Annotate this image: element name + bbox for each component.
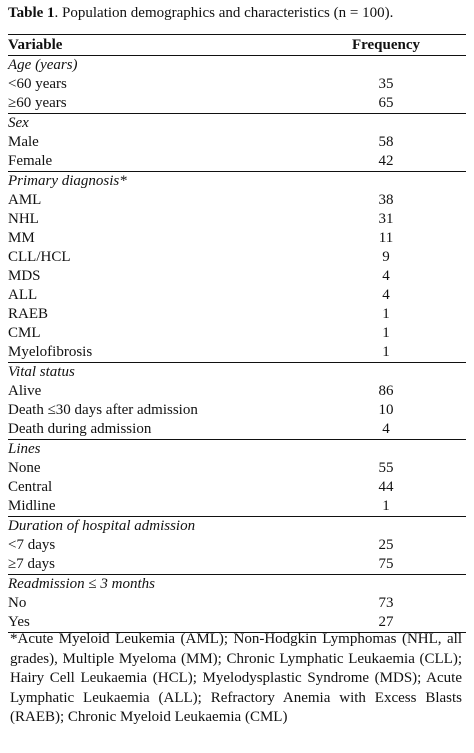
row-label: Male: [8, 134, 39, 150]
section-title: Primary diagnosis*: [8, 172, 306, 192]
table-row: [8, 478, 466, 497]
table-row: [8, 75, 466, 94]
table-row: [8, 152, 466, 172]
table-row: [8, 210, 466, 229]
row-value: 35: [378, 76, 394, 92]
row-label: Death during admission: [8, 421, 152, 437]
table-row: [8, 594, 466, 613]
row-value: 73: [378, 595, 394, 611]
section-row: [8, 363, 466, 383]
row-value: 25: [378, 537, 394, 553]
row-label: Yes: [8, 613, 306, 633]
table-row: [8, 459, 466, 478]
row-label: AML: [8, 192, 42, 208]
row-label: CML: [8, 325, 41, 341]
row-label: CLL/HCL: [8, 249, 71, 265]
table-row: [8, 305, 466, 324]
section-row: [8, 440, 466, 460]
section-row: [8, 575, 466, 595]
row-value: 31: [378, 211, 394, 227]
section-empty-cell: [306, 363, 466, 383]
row-value: 38: [378, 192, 394, 208]
row-value: 42: [378, 153, 394, 169]
section-empty-cell: [306, 56, 466, 76]
table-row: [8, 267, 466, 286]
section-title: Readmission ≤ 3 months: [8, 575, 306, 595]
table-row: [8, 382, 466, 401]
row-label: Myelofibrosis: [8, 344, 93, 360]
table-row: [8, 94, 466, 114]
row-value: 1: [382, 325, 390, 341]
section-title: Duration of hospital admission: [8, 517, 306, 537]
row-label: MM: [8, 230, 35, 246]
row-value: 44: [378, 479, 394, 495]
row-value: 86: [378, 383, 394, 399]
table-row: [8, 248, 466, 267]
row-label: ≥60 years: [8, 95, 67, 111]
section-row: [8, 56, 466, 76]
table-row: [8, 555, 466, 575]
section-empty-cell: [306, 440, 466, 460]
table-caption-label: Table 1: [8, 5, 55, 21]
table-row: [8, 343, 466, 363]
row-label: Central: [8, 479, 53, 495]
row-label: <60 years: [8, 76, 67, 92]
row-value: 4: [382, 421, 390, 437]
row-label: Alive: [8, 383, 42, 399]
row-value: 27: [306, 613, 466, 633]
section-title: Age (years): [8, 57, 78, 73]
row-label: ALL: [8, 287, 38, 303]
table-body: [8, 56, 466, 633]
row-label: MDS: [8, 268, 41, 284]
row-value: 1: [382, 498, 390, 514]
demographics-table: [8, 34, 466, 633]
row-label: Female: [8, 153, 53, 169]
section-row: [8, 517, 466, 537]
row-label: <7 days: [8, 537, 56, 553]
row-value: 11: [378, 230, 394, 246]
row-value: 75: [378, 556, 394, 572]
section-empty-cell: [306, 114, 466, 134]
section-title: Vital status: [8, 363, 306, 383]
row-value: 1: [382, 306, 390, 322]
table-footnote: *Acute Myeloid Leukemia (AML); Non-Hodgkin Lymphomas (NHL, all grades), Multiple Myeloma (MM); Chronic Lymphatic Leukaemia (CLL); Hairy Cell Leukaemia (HCL); Myelodysplastic Syndrome (MDS); Acute Lymphatic Leukaemia (ALL); Refractory Anemia with Excess Blasts (RAEB); Chronic Myeloid Leukaemia (CML): [10, 631, 462, 726]
table-row: [8, 133, 466, 152]
header-variable: Variable: [8, 35, 306, 56]
row-value: 9: [382, 249, 390, 265]
header-frequency: Frequency: [306, 35, 466, 56]
row-value: 10: [378, 402, 394, 418]
section-title: Lines: [8, 440, 306, 460]
table-row: [8, 191, 466, 210]
section-row: [8, 114, 466, 134]
section-empty-cell: [306, 575, 466, 595]
section-row: [8, 172, 466, 192]
table-caption: [8, 4, 468, 23]
table-row: [8, 229, 466, 248]
row-value: 4: [382, 268, 390, 284]
row-label: RAEB: [8, 306, 49, 322]
row-label: Death ≤30 days after admission: [8, 402, 198, 418]
section-empty-cell: [306, 517, 466, 537]
table-row: [8, 420, 466, 440]
row-value: 58: [378, 134, 394, 150]
row-value: 4: [382, 287, 390, 303]
section-empty-cell: [306, 172, 466, 192]
table-row: [8, 536, 466, 555]
row-label: Midline: [8, 498, 56, 514]
table-row: [8, 497, 466, 517]
row-value: 65: [378, 95, 394, 111]
section-title: Sex: [8, 114, 306, 134]
row-label: NHL: [8, 211, 39, 227]
row-label: ≥7 days: [8, 556, 55, 572]
row-label: None: [8, 460, 41, 476]
row-value: 55: [378, 460, 394, 476]
table-row: [8, 324, 466, 343]
table-caption-text: . Population demographics and characteristics (n = 100).: [54, 5, 394, 21]
table-row: [8, 401, 466, 420]
table-header-row: [8, 35, 466, 56]
table-row: [8, 286, 466, 305]
row-value: 1: [382, 344, 390, 360]
row-label: No: [8, 595, 27, 611]
